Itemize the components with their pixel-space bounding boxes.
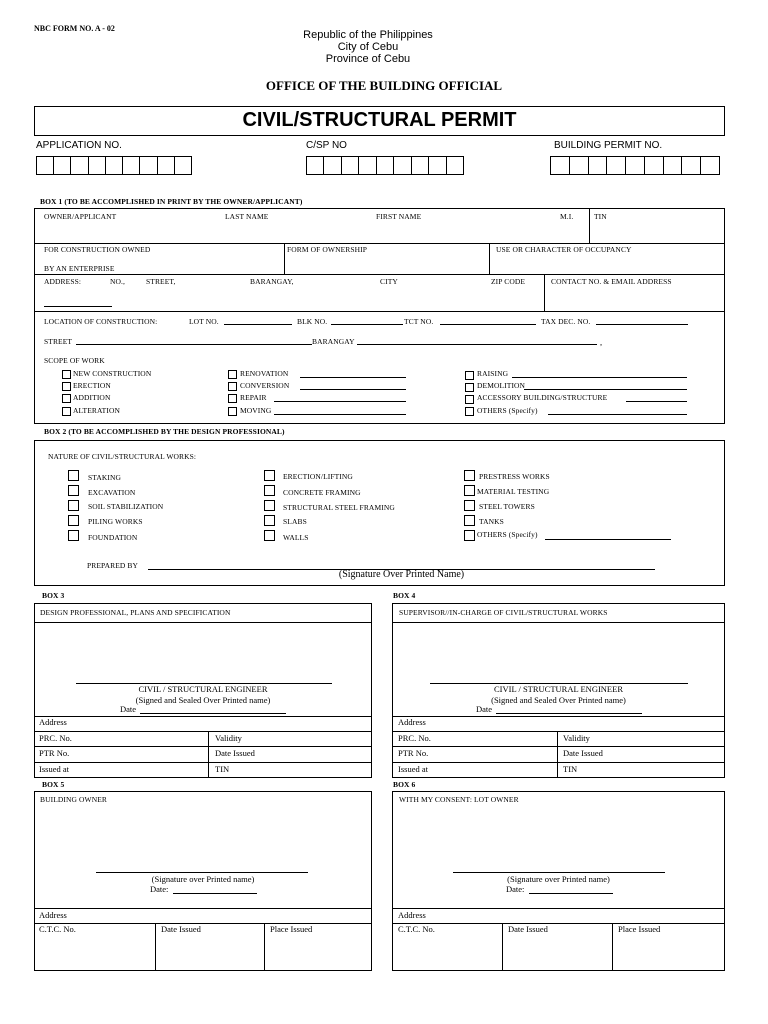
address-label: ADDRESS: [44,277,82,286]
scope-item: OTHERS (Specify) [477,406,538,415]
renovation-checkbox[interactable] [228,370,237,379]
accessory-building-checkbox[interactable] [465,395,474,404]
box5-ctc: C.T.C. No. [39,924,76,934]
blk-no-label: BLK NO. [297,317,328,326]
box3-tin: TIN [215,764,230,774]
box3-heading: DESIGN PROFESSIONAL, PLANS AND SPECIFICATION [40,608,231,617]
box5-label: BOX 5 [42,780,65,789]
box3-validity: Validity [215,733,242,743]
box6-date-issued: Date Issued [508,924,548,934]
scope-label: SCOPE OF WORK [44,356,105,365]
nature-item: STEEL TOWERS [479,502,535,511]
box6-address: Address [398,910,426,920]
page-title: CIVIL/STRUCTURAL PERMIT [242,109,517,131]
conversion-checkbox[interactable] [228,382,237,391]
location-label: LOCATION OF CONSTRUCTION: [44,317,158,326]
box5-date-input[interactable] [173,893,257,894]
box3-date-label: Date [120,704,137,714]
scope-item: CONVERSION [240,381,290,390]
nature-item: OTHERS (Specify) [477,530,538,539]
use-of-occupancy-label: USE OR CHARACTER OF OCCUPANCY [496,245,632,254]
scope-item: DEMOLITION [477,381,526,390]
addition-checkbox[interactable] [62,394,71,403]
box4-address: Address [398,717,426,727]
lot-no-label: LOT NO. [189,317,219,326]
nature-label: NATURE OF CIVIL/STRUCTURAL WORKS: [48,452,197,461]
others-specify-input[interactable] [545,539,671,540]
nature-item: EXCAVATION [88,488,136,497]
nature-item: SOIL STABILIZATION [88,502,164,511]
box3-date-input[interactable] [140,713,286,714]
scope-item: ALTERATION [73,406,120,415]
box3-prc: PRC. No. [39,733,72,743]
box6-label: BOX 6 [393,780,416,789]
barangay-label: BARANGAY [312,337,355,346]
box4-role: CIVIL / STRUCTURAL ENGINEER [494,684,623,694]
office-title: OFFICE OF THE BUILDING OFFICIAL [265,78,503,93]
box6-signature-line[interactable] [453,872,665,873]
box6-heading: WITH MY CONSENT: LOT OWNER [399,795,519,804]
owner-name-field[interactable] [40,222,585,242]
province-line: Province of Cebu [325,53,411,65]
erection-checkbox[interactable] [62,382,71,391]
barangay-input[interactable] [357,344,597,345]
box4-validity: Validity [563,733,590,743]
slabs-checkbox[interactable] [264,515,275,526]
nature-item: CONCRETE FRAMING [283,488,361,497]
scope-item: ERECTION [73,381,111,390]
first-name-label: FIRST NAME [376,212,422,221]
box4-date-input[interactable] [496,713,642,714]
box6-place-issued: Place Issued [618,924,661,934]
tanks-checkbox[interactable] [464,515,475,526]
erection-lifting-checkbox[interactable] [264,470,275,481]
box4-ptr: PTR No. [398,748,429,758]
nature-item: MATERIAL TESTING [477,487,550,496]
nature-item: SLABS [283,517,307,526]
prestress-works-checkbox[interactable] [464,470,475,481]
box5-date-label: Date: [150,884,169,894]
address-city-label: CITY [380,277,398,286]
box6-signature-caption: (Signature over Printed name) [507,874,610,884]
box6-date-label: Date: [506,884,525,894]
foundation-checkbox[interactable] [68,530,79,541]
demolition-checkbox[interactable] [465,383,474,392]
alteration-checkbox[interactable] [62,407,71,416]
contact-label: CONTACT NO. & EMAIL ADDRESS [551,277,672,286]
csp-no-field[interactable] [306,156,464,175]
by-enterprise-label: BY AN ENTERPRISE [44,264,115,273]
box4-label: BOX 4 [393,591,416,600]
moving-checkbox[interactable] [228,407,237,416]
scope-item: NEW CONSTRUCTION [73,369,152,378]
box4-tin: TIN [563,764,578,774]
application-no-label: APPLICATION NO. [36,140,122,151]
concrete-framing-checkbox[interactable] [264,485,275,496]
signature-caption: (Signature Over Printed Name) [338,569,465,580]
lot-no-input[interactable] [224,324,292,325]
box5-address: Address [39,910,67,920]
box4-date-issued: Date Issued [563,748,603,758]
box3-role: CIVIL / STRUCTURAL ENGINEER [138,684,268,694]
scope-item: RENOVATION [240,369,289,378]
box3-ptr: PTR No. [39,748,70,758]
scope-item: MOVING [240,406,272,415]
scope-item: ADDITION [73,393,111,402]
address-street-label: STREET, [146,277,176,286]
steel-towers-checkbox[interactable] [464,500,475,511]
excavation-checkbox[interactable] [68,485,79,496]
blk-no-input[interactable] [331,324,403,325]
nature-item: TANKS [479,517,504,526]
city-line: City of Cebu [337,41,399,53]
walls-checkbox[interactable] [264,530,275,541]
box3-signed: (Signed and Sealed Over Printed name) [135,695,271,705]
box4-prc: PRC. No. [398,733,431,743]
new-construction-checkbox[interactable] [62,370,71,379]
scope-item: ACCESSORY BUILDING/STRUCTURE [477,393,608,402]
tin-label: TIN [594,212,607,221]
tct-no-input[interactable] [440,324,536,325]
structural-steel-framing-checkbox[interactable] [264,500,275,511]
box5-place-issued: Place Issued [270,924,313,934]
construction-owned-label: FOR CONSTRUCTION OWNED [44,245,151,254]
box5-signature-caption: (Signature over Printed name) [151,874,255,884]
raising-checkbox[interactable] [465,371,474,380]
building-permit-no-field[interactable] [550,156,720,175]
box2-heading: BOX 2 (TO BE ACCOMPLISHED BY THE DESIGN PROFESSIONAL) [44,427,285,436]
address-no-label: NO., [110,277,125,286]
republic-line: Republic of the Philippines [303,29,433,41]
repair-checkbox[interactable] [228,394,237,403]
others-specify-checkbox[interactable] [464,530,475,541]
tax-dec-label: TAX DEC. NO. [541,317,591,326]
box5-date-issued: Date Issued [161,924,201,934]
prepared-by-label: PREPARED BY [87,561,139,570]
others-checkbox[interactable] [465,407,474,416]
building-permit-no-label: BUILDING PERMIT NO. [554,140,663,151]
box4-heading: SUPERVISOR//IN-CHARGE OF CIVIL/STRUCTURAL WORKS [399,608,608,617]
box3-label: BOX 3 [42,591,65,600]
nature-item: PILING WORKS [88,517,143,526]
zip-code-label: ZIP CODE [491,277,526,286]
tct-no-label: TCT NO. [404,317,434,326]
scope-item: RAISING [477,369,509,378]
box4-signed: (Signed and Sealed Over Printed name) [491,695,626,705]
box3-address: Address [39,717,67,727]
soil-stabilization-checkbox[interactable] [68,500,79,511]
nature-item: WALLS [283,533,309,542]
piling-works-checkbox[interactable] [68,515,79,526]
box4-issued-at: Issued at [398,764,428,774]
box5-heading: BUILDING OWNER [40,795,108,804]
form-number: NBC FORM NO. A - 02 [34,24,115,33]
box5-signature-line[interactable] [96,872,308,873]
last-name-label: LAST NAME [225,212,269,221]
tax-dec-input[interactable] [596,324,688,325]
nature-item: STRUCTURAL STEEL FRAMING [283,503,395,512]
owner-applicant-label: OWNER/APPLICANT [44,212,117,221]
nature-item: ERECTION/LIFTING [283,472,353,481]
form-of-ownership-label: FORM OF OWNERSHIP [287,245,368,254]
box4-date-label: Date [476,704,493,714]
address-barangay-label: BARANGAY, [250,277,294,286]
issuing-authority [268,29,468,65]
application-no-field[interactable] [36,156,192,175]
mi-label: M.I. [560,212,574,221]
street-input[interactable] [76,344,312,345]
material-testing-checkbox[interactable] [464,485,475,496]
nature-item: PRESTRESS WORKS [479,472,550,481]
box1-heading: BOX 1 (TO BE ACCOMPLISHED IN PRINT BY THE OWNER/APPLICANT) [40,197,303,206]
comma: , [600,337,603,347]
street-label: STREET [44,337,73,346]
staking-checkbox[interactable] [68,470,79,481]
box6-date-input[interactable] [529,893,613,894]
box3-issued-at: Issued at [39,764,69,774]
nature-item: STAKING [88,473,122,482]
box3-date-issued: Date Issued [215,748,255,758]
scope-item: REPAIR [240,393,267,402]
box6-ctc: C.T.C. No. [398,924,435,934]
nature-item: FOUNDATION [88,533,138,542]
csp-no-label: C/SP NO [306,140,347,151]
